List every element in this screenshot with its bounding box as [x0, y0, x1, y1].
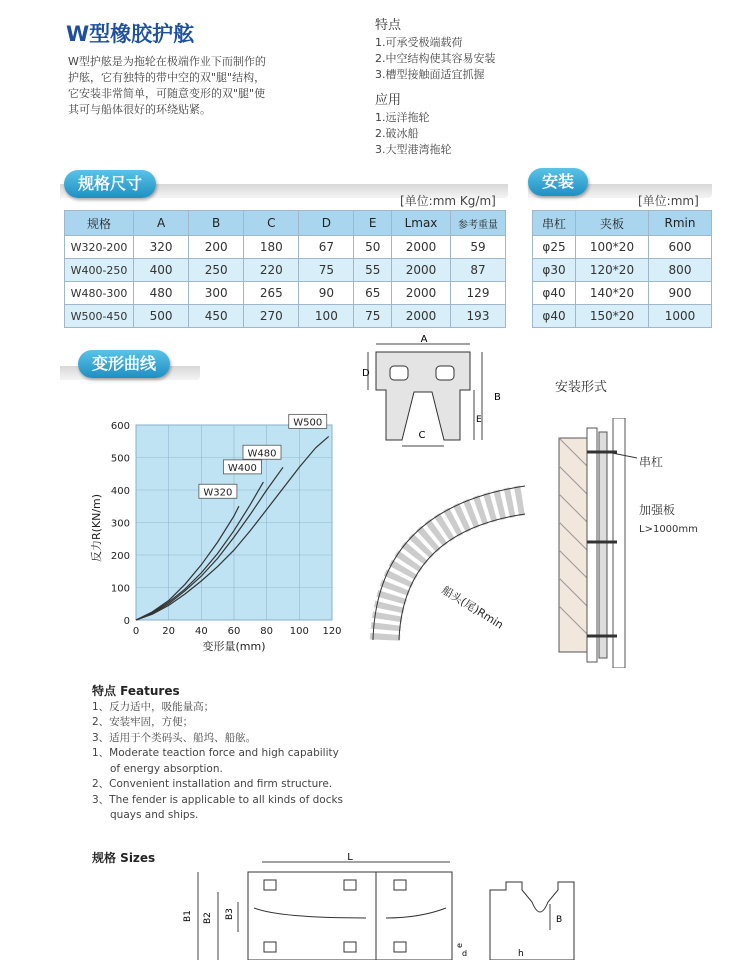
plate — [587, 428, 597, 662]
bolt-hole — [344, 942, 356, 952]
dim-a-label: A — [420, 334, 428, 345]
spec-cell: 265 — [244, 282, 299, 305]
dim-b-label: B — [556, 915, 563, 925]
bolt-hole — [394, 942, 406, 952]
install-table — [532, 210, 712, 328]
plate-label: 加强板 — [639, 503, 676, 517]
dim-b-label: B — [494, 392, 501, 403]
feature-item: 1.可承受极端载荷 — [375, 36, 463, 49]
table-row — [65, 305, 506, 328]
features-en-block — [92, 684, 343, 824]
spec-cell: 65 — [354, 282, 392, 305]
spec-cell: 500 — [134, 305, 189, 328]
spec-cell: 2000 — [392, 282, 451, 305]
sizes-heading: 规格 Sizes — [92, 851, 156, 865]
legend-label-w500: W500 — [293, 417, 323, 429]
spec-cell: 180 — [244, 236, 299, 259]
install-unit: [单位:mm] — [638, 194, 699, 208]
x-axis-label: 变形量(mm) — [202, 640, 266, 653]
x-tick-label: 60 — [227, 626, 241, 637]
deformation-chart — [80, 410, 360, 660]
y-tick-label: 400 — [110, 486, 130, 497]
feature-en-item: of energy absorption. — [110, 762, 223, 775]
feature-en-item: 1、反力适中，吸能量高； — [92, 700, 215, 713]
feature-en-item: quays and ships. — [110, 809, 199, 821]
install-cell: φ30 — [533, 259, 576, 282]
install-header: 夹板 — [576, 211, 649, 236]
dim-e-label: e — [455, 943, 464, 948]
spec-cell: 450 — [189, 305, 244, 328]
spec-header: B — [189, 211, 244, 236]
curve-ribbon: 变形曲线 — [78, 350, 170, 378]
applications-heading: 应用 — [375, 93, 402, 108]
install-cell: 800 — [649, 259, 712, 282]
dim-b3-label: B3 — [225, 908, 235, 920]
bow-arc-diagram — [365, 480, 535, 655]
spec-cell: W480-300 — [65, 282, 134, 305]
install-header: Rmin — [649, 211, 712, 236]
spec-header: E — [354, 211, 392, 236]
spec-header: 规格 — [65, 211, 134, 236]
install-cell: 140*20 — [576, 282, 649, 305]
install-cell: 900 — [649, 282, 712, 305]
sizes-diagram — [180, 852, 580, 960]
cross-section-diagram — [352, 330, 512, 450]
table-row — [65, 236, 506, 259]
spec-cell: 270 — [244, 305, 299, 328]
bolt-hole — [394, 880, 406, 890]
spec-cell: 320 — [134, 236, 189, 259]
install-cell: φ40 — [533, 305, 576, 328]
arc-inner — [399, 514, 525, 640]
spec-cell: 75 — [299, 259, 354, 282]
feature-en-item: 3、适用于个类码头、船坞、船舷。 — [92, 731, 257, 744]
legend-label-w480: W480 — [247, 448, 277, 460]
dim-b1-label: B1 — [183, 910, 193, 922]
dim-d-label: D — [362, 368, 370, 379]
hull — [599, 432, 607, 658]
hollow-right — [436, 366, 454, 380]
features-en-heading: 特点 Features — [92, 684, 180, 698]
page-title: W型橡胶护舷 — [66, 22, 195, 46]
dim-e-label: E — [476, 415, 482, 425]
spec-cell: 480 — [134, 282, 189, 305]
spec-cell: 75 — [354, 305, 392, 328]
x-tick-label: 80 — [260, 626, 274, 637]
dim-d-label: d — [462, 949, 468, 958]
dim-b2-label: B2 — [203, 912, 213, 924]
y-tick-label: 100 — [110, 583, 130, 595]
spec-cell: 200 — [189, 236, 244, 259]
install-cell: φ40 — [533, 282, 576, 305]
x-tick-label: 0 — [132, 626, 140, 637]
spec-cell: 193 — [451, 305, 506, 328]
application-item: 2.破冰船 — [375, 127, 419, 140]
table-row — [65, 259, 506, 282]
application-item: 3.大型港湾拖轮 — [375, 143, 452, 156]
spec-cell: 250 — [189, 259, 244, 282]
table-row — [65, 282, 506, 305]
spec-header: D — [299, 211, 354, 236]
spec-cell: 50 — [354, 236, 392, 259]
spec-unit: [单位:mm Kg/m] — [400, 194, 496, 208]
feature-en-item: 3、The fender is applicable to all kinds of docks — [92, 793, 344, 806]
install-cell: 600 — [649, 236, 712, 259]
spacing-label: L>1000mm — [639, 524, 698, 535]
spec-cell: 2000 — [392, 236, 451, 259]
dim-c-label: C — [418, 430, 426, 441]
spec-cell: 300 — [189, 282, 244, 305]
x-tick-label: 20 — [162, 626, 176, 637]
feature-item: 3.槽型接触面适宜抓握 — [375, 68, 485, 81]
y-tick-label: 600 — [110, 421, 130, 432]
x-tick-label: 40 — [194, 626, 208, 637]
feature-item: 2.中空结构使其容易安装 — [375, 52, 496, 65]
spec-header: 参考重量 — [451, 211, 506, 236]
hollow-left — [390, 366, 408, 380]
spec-cell: 129 — [451, 282, 506, 305]
bolt-hole — [344, 880, 356, 890]
install-form-diagram — [555, 418, 715, 668]
application-item: 1.远洋拖轮 — [375, 111, 430, 124]
features-heading: 特点 — [375, 18, 402, 33]
spec-cell: 59 — [451, 236, 506, 259]
y-tick-label: 0 — [123, 616, 130, 627]
dim-l-label: L — [347, 852, 353, 863]
spec-cell: W400-250 — [65, 259, 134, 282]
dim-h-label: h — [518, 949, 524, 959]
spec-cell: 220 — [244, 259, 299, 282]
y-axis-label: 反力R(KN/m) — [90, 493, 103, 563]
bolt-hole — [264, 880, 276, 890]
spec-cell: 67 — [299, 236, 354, 259]
spec-cell: 2000 — [392, 305, 451, 328]
fender-profile — [376, 352, 470, 440]
spec-cell: 400 — [134, 259, 189, 282]
intro-text: W型护舷是为拖轮在极端作业下而制作的护舷，它有独特的带中空的双"腿"结构，它安装非常简单，可随意变形的双"腿"使其可与船体很好的环绕贴紧。 — [68, 55, 266, 116]
y-tick-label: 500 — [110, 453, 130, 465]
spec-cell: 90 — [299, 282, 354, 305]
spec-header: C — [244, 211, 299, 236]
spec-cell: W500-450 — [65, 305, 134, 328]
features-block — [375, 14, 496, 158]
spec-header: A — [134, 211, 189, 236]
legend-label-w320: W320 — [203, 487, 233, 499]
table-row — [533, 282, 712, 305]
install-ribbon: 安装 — [528, 168, 588, 196]
legend-label-w400: W400 — [227, 462, 257, 474]
spec-header: Lmax — [392, 211, 451, 236]
feature-en-item: 2、Convenient installation and firm structure. — [92, 778, 333, 790]
spec-cell: 87 — [451, 259, 506, 282]
x-tick-label: 100 — [289, 626, 309, 637]
install-form-title: 安装形式 — [555, 380, 608, 395]
feature-en-item: 1、Moderate teaction force and high capability — [92, 747, 339, 759]
bolt-hole — [264, 942, 276, 952]
spec-cell: 55 — [354, 259, 392, 282]
x-tick-label: 120 — [322, 626, 342, 637]
install-cell: 100*20 — [576, 236, 649, 259]
y-tick-label: 300 — [110, 518, 130, 530]
y-tick-label: 200 — [110, 551, 130, 562]
table-row — [533, 259, 712, 282]
feature-en-item: 2、安装牢固，方便； — [92, 716, 194, 728]
install-header: 串杠 — [533, 211, 576, 236]
spec-table — [64, 210, 506, 328]
table-row — [533, 305, 712, 328]
bow-label: 船头(尾)Rmin — [439, 583, 506, 632]
install-cell: φ25 — [533, 236, 576, 259]
install-cell: 150*20 — [576, 305, 649, 328]
spec-cell: W320-200 — [65, 236, 134, 259]
install-cell: 1000 — [649, 305, 712, 328]
spec-ribbon: 规格尺寸 — [64, 170, 156, 198]
table-row — [533, 236, 712, 259]
spec-cell: 2000 — [392, 259, 451, 282]
install-cell: 120*20 — [576, 259, 649, 282]
bar-label: 串杠 — [639, 455, 664, 469]
spec-cell: 100 — [299, 305, 354, 328]
